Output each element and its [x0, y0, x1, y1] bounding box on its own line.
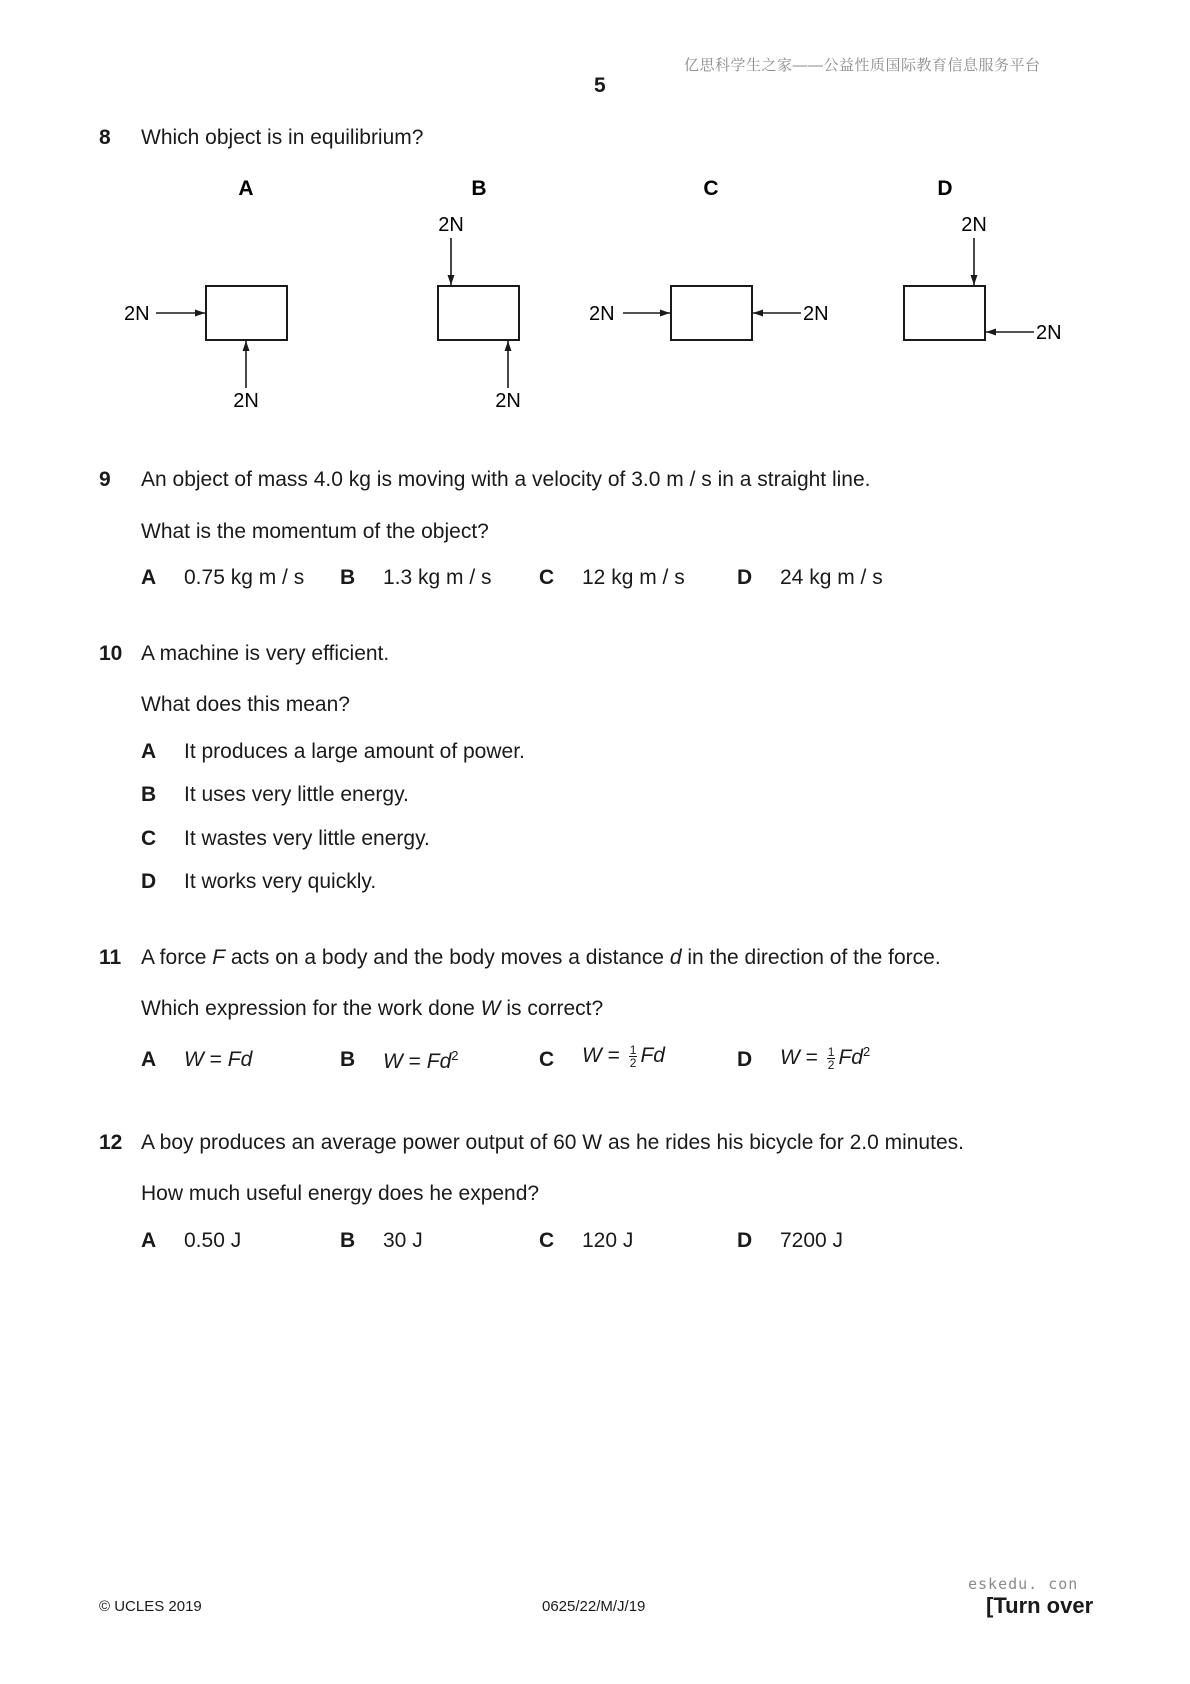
equilibrium-diagrams: [0, 160, 1190, 420]
q12-option-b-text: 30 J: [383, 1229, 423, 1252]
question-8-number: 8: [99, 126, 111, 149]
question-12-number: 12: [99, 1131, 123, 1154]
q10-option-b-letter: B: [141, 783, 157, 806]
diagram-d-right-force: 2N: [1036, 322, 1062, 344]
q9-option-b-text: 1.3 kg m / s: [383, 566, 492, 589]
q10-option-d-letter: D: [141, 870, 157, 893]
question-9-text: An object of mass 4.0 kg is moving with a velocity of 3.0 m / s in a straight line.: [141, 468, 871, 491]
footer-paper-code: 0625/22/M/J/19: [542, 1598, 646, 1615]
q9-option-d-text: 24 kg m / s: [780, 566, 883, 589]
diagram-d: [904, 177, 1062, 344]
footer-copyright: © UCLES 2019: [99, 1598, 202, 1615]
diagram-b-box: [438, 286, 519, 340]
q11-option-c-expression: W = $\frac{1}{2}$ Fd: [582, 1043, 665, 1070]
q10-option-d-text: It works very quickly.: [184, 870, 377, 893]
q10-option-c-text: It wastes very little energy.: [184, 827, 430, 850]
question-11-prompt: Which expression for the work done W is correct?: [141, 997, 604, 1020]
question-12-prompt: How much useful energy does he expend?: [141, 1182, 540, 1205]
diagram-a-bottom-force: 2N: [233, 390, 259, 412]
diagram-a-box: [206, 286, 287, 340]
q12-option-c-letter: C: [539, 1229, 555, 1252]
diagram-c-right-force: 2N: [803, 303, 829, 325]
diagram-d-label: D: [937, 177, 953, 200]
q10-option-b-text: It uses very little energy.: [184, 783, 409, 806]
turn-over-label: [Turn over: [986, 1593, 1094, 1618]
question-8-text: Which object is in equilibrium?: [141, 126, 424, 149]
q9-option-d-letter: D: [737, 566, 753, 589]
question-9-number: 9: [99, 468, 111, 491]
q10-option-c-letter: C: [141, 827, 157, 850]
q10-option-a-text: It produces a large amount of power.: [184, 740, 525, 763]
q12-option-d-text: 7200 J: [780, 1229, 844, 1252]
diagram-b-top-force: 2N: [438, 214, 464, 236]
diagram-a-label: A: [238, 177, 254, 200]
page-number: 5: [594, 74, 606, 97]
q11-option-d-letter: D: [737, 1048, 753, 1071]
diagram-b: [438, 177, 521, 412]
q11-option-c-letter: C: [539, 1048, 555, 1071]
diagram-c-label: C: [703, 177, 719, 200]
q11-option-a-letter: A: [141, 1048, 157, 1071]
q9-option-c-text: 12 kg m / s: [582, 566, 685, 589]
diagram-c: [589, 177, 829, 340]
q9-option-b-letter: B: [340, 566, 356, 589]
diagram-a-left-force: 2N: [124, 303, 150, 325]
q12-option-a-letter: A: [141, 1229, 157, 1252]
question-10-prompt: What does this mean?: [141, 693, 350, 716]
q9-option-a-letter: A: [141, 566, 157, 589]
diagram-c-box: [671, 286, 752, 340]
q11-option-b-expression: $W = Fd^2$: [383, 1048, 459, 1073]
q12-option-d-letter: D: [737, 1229, 753, 1252]
q9-option-c-letter: C: [539, 566, 555, 589]
diagram-b-bottom-force: 2N: [495, 390, 521, 412]
footer-watermark: eskedu. con: [968, 1575, 1079, 1593]
q11-option-b-letter: B: [340, 1048, 356, 1071]
diagram-b-label: B: [471, 177, 487, 200]
q11-option-d-expression: W = $\frac{1}{2}$ Fd$^2$: [780, 1044, 871, 1072]
q11-option-a-expression: W = Fd: [184, 1048, 253, 1071]
diagram-d-top-force: 2N: [961, 214, 987, 236]
diagram-c-left-force: 2N: [589, 303, 615, 325]
question-10-text: A machine is very efficient.: [141, 642, 390, 665]
q11-option-d-fraction: $\frac{1}{2}$: [827, 1044, 835, 1072]
q12-option-c-text: 120 J: [582, 1229, 634, 1252]
q11-option-c-fraction: $\frac{1}{2}$: [629, 1043, 637, 1070]
question-11-number: 11: [99, 946, 122, 969]
diagram-a: [124, 177, 287, 412]
header-watermark: 亿思科学生之家——公益性质国际教育信息服务平台: [684, 57, 1041, 74]
q12-option-a-text: 0.50 J: [184, 1229, 242, 1252]
question-11-text: A force F acts on a body and the body moves a distance d in the direction of the force.: [141, 946, 941, 969]
question-12-text: A boy produces an average power output of 60 W as he rides his bicycle for 2.0 minutes.: [141, 1131, 964, 1154]
question-9-prompt: What is the momentum of the object?: [141, 520, 489, 543]
q10-option-a-letter: A: [141, 740, 157, 763]
q12-option-b-letter: B: [340, 1229, 356, 1252]
q9-option-a-text: 0.75 kg m / s: [184, 566, 305, 589]
question-10-number: 10: [99, 642, 123, 665]
diagram-d-box: [904, 286, 985, 340]
